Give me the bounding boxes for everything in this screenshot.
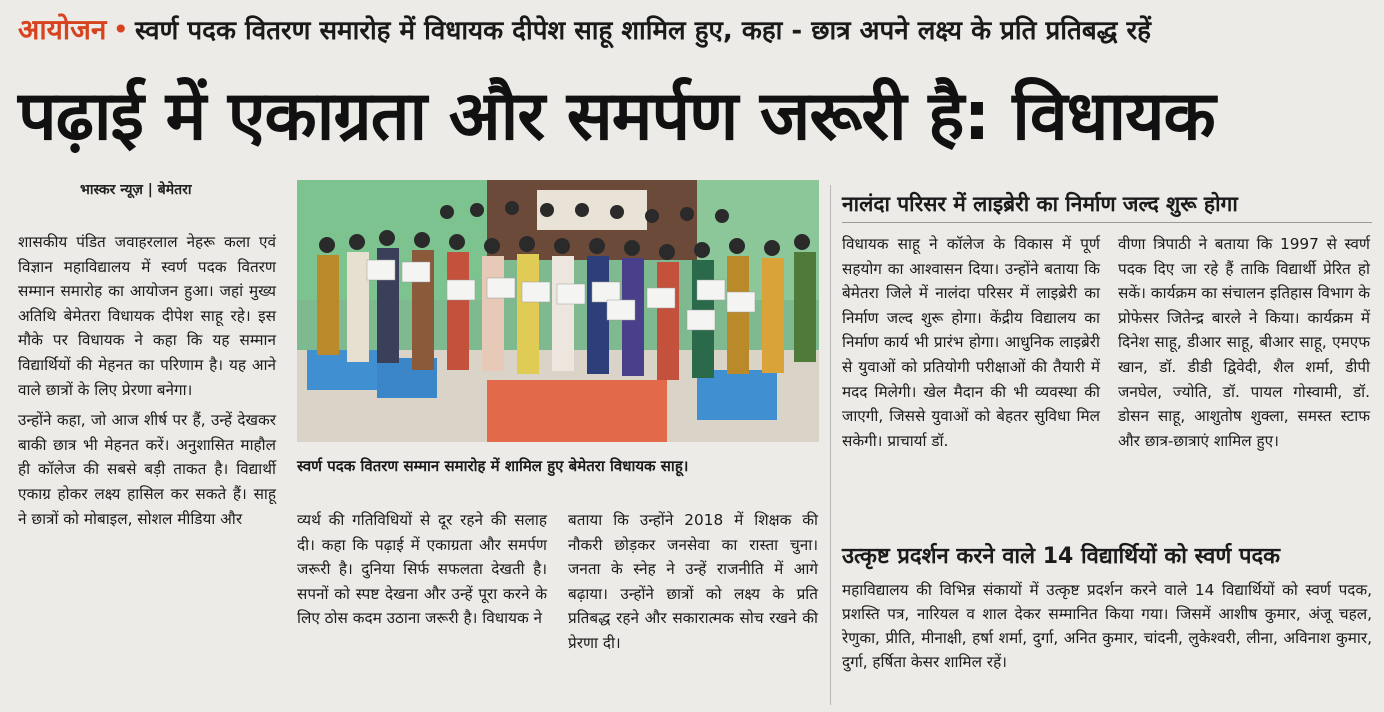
- article-paragraph: बताया कि उन्होंने 2018 में शिक्षक की नौकरी छोड़कर जनसेवा का रास्ता चुना। जनता के स्नेह ने उन्हें राजनीति में आगे बढ़ाया। उन्होंने छात्रों को लक्ष्य के प्रति प्रतिबद्ध रहने और सकारात्मक सोच रखने की प्रेरणा दी।: [568, 511, 818, 652]
- group-photo-illustration: [297, 180, 819, 442]
- kicker-bullet: •: [112, 13, 129, 46]
- sidebar-heading-library: नालंदा परिसर में लाइब्रेरी का निर्माण जल्द शुरू होगा: [842, 192, 1238, 216]
- sidebar-heading-gold-medal: उत्कृष्ट प्रदर्शन करने वाले 14 विद्यार्थियों को स्वर्ण पदक: [842, 544, 1281, 569]
- article-column-3: [568, 508, 818, 662]
- article-paragraph: शासकीय पंडित जवाहरलाल नेहरू कला एवं विज्ञान महाविद्यालय में स्वर्ण पदक वितरण सम्मान समारोह का आयोजन हुआ। जहां मुख्य अतिथि बेमेतरा विधायक दीपेश साहू रहे। इस मौके पर विधायक ने कहा कि यह सम्मान विद्यार्थियों की मेहनत का परिणाम है। यह आने वाले छात्रों के लिए प्रेरणा बनेगा।: [18, 233, 276, 399]
- article-column-2: [297, 508, 547, 637]
- subheadline: स्वर्ण पदक वितरण समारोह में विधायक दीपेश साहू शामिल हुए, कहा - छात्र अपने लक्ष्य के प्रति प्रतिबद्ध रहें: [134, 16, 1151, 46]
- sidebar-column-2: [1118, 232, 1370, 459]
- main-headline: पढ़ाई में एकाग्रता और समर्पण जरूरी है: विधायक: [18, 77, 1215, 156]
- byline: भास्कर न्यूज़ | बेमेतरा: [80, 182, 192, 198]
- article-paragraph: महाविद्यालय की विभिन्न संकायों में उत्कृष्ट प्रदर्शन करने वाले 14 विद्यार्थियों को स्वर्ण पदक, प्रशस्ति पत्र, नारियल व शाल देकर सम्मानित किया गया। जिसमें आशीष कुमार, अंजू चहल, रेणुका, प्रीति, मीनाक्षी, हर्षा शर्मा, दुर्गा, अनित कुमार, चांदनी, लुकेश्वरी, लीना, अविनाश कुमार, दुर्गा, हर्षिता केसर शामिल रहें।: [842, 581, 1372, 671]
- article-paragraph: व्यर्थ की गतिविधियों से दूर रहने की सलाह दी। कहा कि पढ़ाई में एकाग्रता और समर्पण जरूरी है। दुनिया सिर्फ सफलता देखती है। सपनों को स्पष्ट देखना और उन्हें पूरा करने के लिए ठोस कदम उठाना जरूरी है। विधायक ने: [297, 511, 547, 628]
- section-kicker: आयोजन: [18, 13, 107, 46]
- article-paragraph: वीणा त्रिपाठी ने बताया कि 1997 से स्वर्ण पदक दिए जा रहे हैं ताकि विद्यार्थी प्रेरित हो सकें। कार्यक्रम का संचालन इतिहास विभाग के प्रोफेसर जितेन्द्र बारले ने किया। कार्यक्रम में दिनेश साहू, डीआर साहू, बीआर साहू, एमएफ खान, डॉ. डीडी द्विवेदी, शैल शर्मा, डीपी जनघेल, ज्योति, डॉ. पायल गोस्वामी, डॉ. डोसन साहू, आशुतोष शुक्ला, समस्त स्टाफ और छात्र-छात्राएं शामिल हुए।: [1118, 235, 1370, 450]
- news-photo: [297, 180, 819, 442]
- article-paragraph: विधायक साहू ने कॉलेज के विकास में पूर्ण सहयोग का आश्वासन दिया। उन्होंने बताया कि बेमेतरा जिले में नालंदा परिसर में लाइब्रेरी का निर्माण जल्द शुरू होगा। केंद्रीय विद्यालय का निर्माण कार्य भी प्रारंभ होगा। आधुनिक लाइब्रेरी से युवाओं को प्रतियोगी परीक्षाओं की तैयारी में मदद मिलेगी। खेल मैदान की भी व्यवस्था की जाएगी, जिससे युवाओं को बेहतर सुविधा मिल सकेगी। प्राचार्या डॉ.: [842, 235, 1100, 450]
- article-column-1: [18, 230, 276, 537]
- heading-rule: [842, 222, 1372, 223]
- headline-kicker-row: [18, 10, 1368, 50]
- article-paragraph: उन्होंने कहा, जो आज शीर्ष पर हैं, उन्हें देखकर बाकी छात्र भी मेहनत करें। अनुशासित माहौल ही कॉलेज की सबसे बड़ी ताकत है। विद्यार्थी एकाग्र होकर लक्ष्य हासिल कर सकते हैं। साहू ने छात्रों को मोबाइल, सोशल मीडिया और: [18, 411, 276, 528]
- sidebar-column-medalists: [842, 578, 1372, 680]
- column-divider: [830, 185, 831, 705]
- sidebar-column-1: [842, 232, 1100, 459]
- photo-caption: स्वर्ण पदक वितरण सम्मान समारोह में शामिल हुए बेमेतरा विधायक साहू।: [297, 457, 689, 475]
